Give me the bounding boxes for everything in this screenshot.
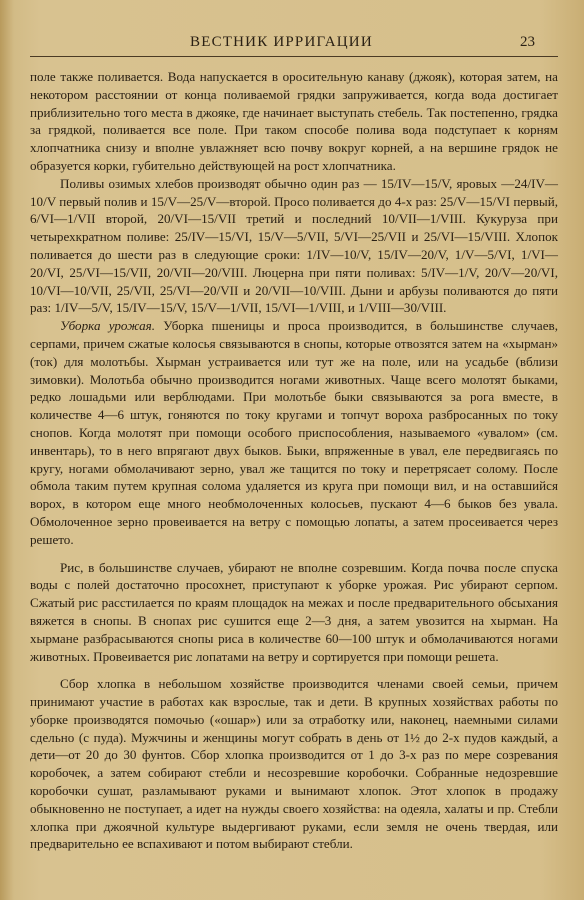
paragraph xyxy=(30,317,558,548)
section-lead: Уборка урожая. xyxy=(60,318,156,334)
page-number: 23 xyxy=(520,34,535,50)
journal-title: ВЕСТНИК ИРРИГАЦИИ xyxy=(190,34,373,50)
spacer xyxy=(30,549,558,559)
spacer xyxy=(30,665,558,675)
paragraph: Поливы озимых хлебов производят обычно один раз — 15/IV—15/V, яровых —24/IV—10/V первый полив и 15/V—25/V—второй. Просо поливается до 4-х раз: 25/V—15/VI первый, 6/VI—1/VII второй, 20/VI—15/VII третий и последний 10/VII—1/VIII. Кукуруза при четырехкратном поливе: 25/IV—15/VI, 15/V—5/VII, 5/VI—25/VII и 25/VI—15/VIII. Хлопок поливается до шести раз в следующие сроки: 1/IV—10/V, 15/IV—20/V, 1/V—5/VI, 1/VI—20/VI, 25/VI—15/VII, 20/VII—20/VIII. Люцерна при пяти поливах: 5/IV—1/V, 20/V—20/VI, 10/VI—10/VII, 25/VII, 25/VI—20/VII и 20/VII—10/VIII. Дыни и арбузы поливаются до пяти раз: 1/IV—5/V, 15/IV—15/V, 15/V—1/VII, 15/VI—1/VIII, и 1/VIII—30/VIII. xyxy=(30,175,558,316)
paragraph-text: Уборка пшеницы и проса производится, в большинстве случаев, серпами, причем сжатые колосья связываются в снопы, которые отвозятся затем на «хырман» (ток) для молотьбы. Хырман устраивается или тут же на поле, или на усадьбе (вблизи зимовки). Молотьба обычно производится ногами животных. Чаще всего молотят быками, редко лошадьми или верблюдами. При молотьбе быки связываются за рога вместе, в количестве 4—6 штук, гоняются по току кругами и топчут вороха разбросанных по току снопов. Когда молотят при помощи особого приспособления, называемого «увалом» (см. инвентарь), то в него впрягают двух быков. Быки, впряженные в увал, еле передвигаясь по кругу, ногами обмолачивают зерно, увал же тащится по току и перетрясает солому. После обмола таким путем крупная солома удаляется из круга при помощи вил, и на оставшийся ворох, в котором еще много необмолоченных колосьев, пускают 4—6 быков без увала. Обмолоченное зерно провеивается на ветру с помощью лопаты, а затем просеивается через решето. xyxy=(30,318,558,547)
article-body xyxy=(30,68,558,853)
paragraph: Сбор хлопка в небольшом хозяйстве производится членами своей семьи, причем принимают участие в работах как взрослые, так и дети. В крупных хозяйствах работы по уборке производятся помочью («ошар») или за отработку или, наконец, наемными силами сдельно (с пуда). Мужчины и женщины могут собрать в день от 1½ до 2-х пудов каждый, а дети—от 20 до 30 фунтов. Сбор хлопка производится от 1 до 3-х раз по мере созревания коробочек, а затем собирают стебли и несозревшие коробочки. Собранные недозревшие коробочки сушат, разламывают руками и вынимают хлопок. Этот хлопок в продажу обыкновенно не поступает, а идет на нужды своего хозяйства: на одеяла, халаты и пр. Стебли хлопка при джоячной культуре выдергивают руками, если земля не очень твердая, или предварительно ее вспахивают и потом выбирают стебли. xyxy=(30,676,558,852)
paragraph: поле также поливается. Вода напускается в оросительную канаву (джояк), которая затем, на некотором расстоянии от конца поливаемой грядки запруживается, когда вода достигает приблизительно того места в джояке, где начинает выступать стебель. Так постепенно, грядка за грядкой, поливается все поле. При таком способе полива вода подступает к корням хлопчатника снизу и вполне увлажняет всю почву вокруг корней, а на вершине грядок не образуется корки, губительно действующей на рост хлопчатника. xyxy=(30,69,558,173)
running-header xyxy=(0,30,584,54)
header-rule xyxy=(30,56,558,57)
paragraph: Рис, в большинстве случаев, убирают не вполне созревшим. Когда почва после спуска воды с полей достаточно просохнет, приступают к уборке урожая. Рис убирают серпом. Сжатый рис расстилается по краям площадок на межах и после предварительного обсыхания вяжется в снопы. В снопах рис сушится еще 2—3 дня, а затем увозится на хырман. На хырмане разбрасываются снопы риса в количестве 60—100 штук и обмолачиваются ногами животных. Провеивается рис лопатами на ветру и сортируется при помощи решета. xyxy=(30,559,558,664)
